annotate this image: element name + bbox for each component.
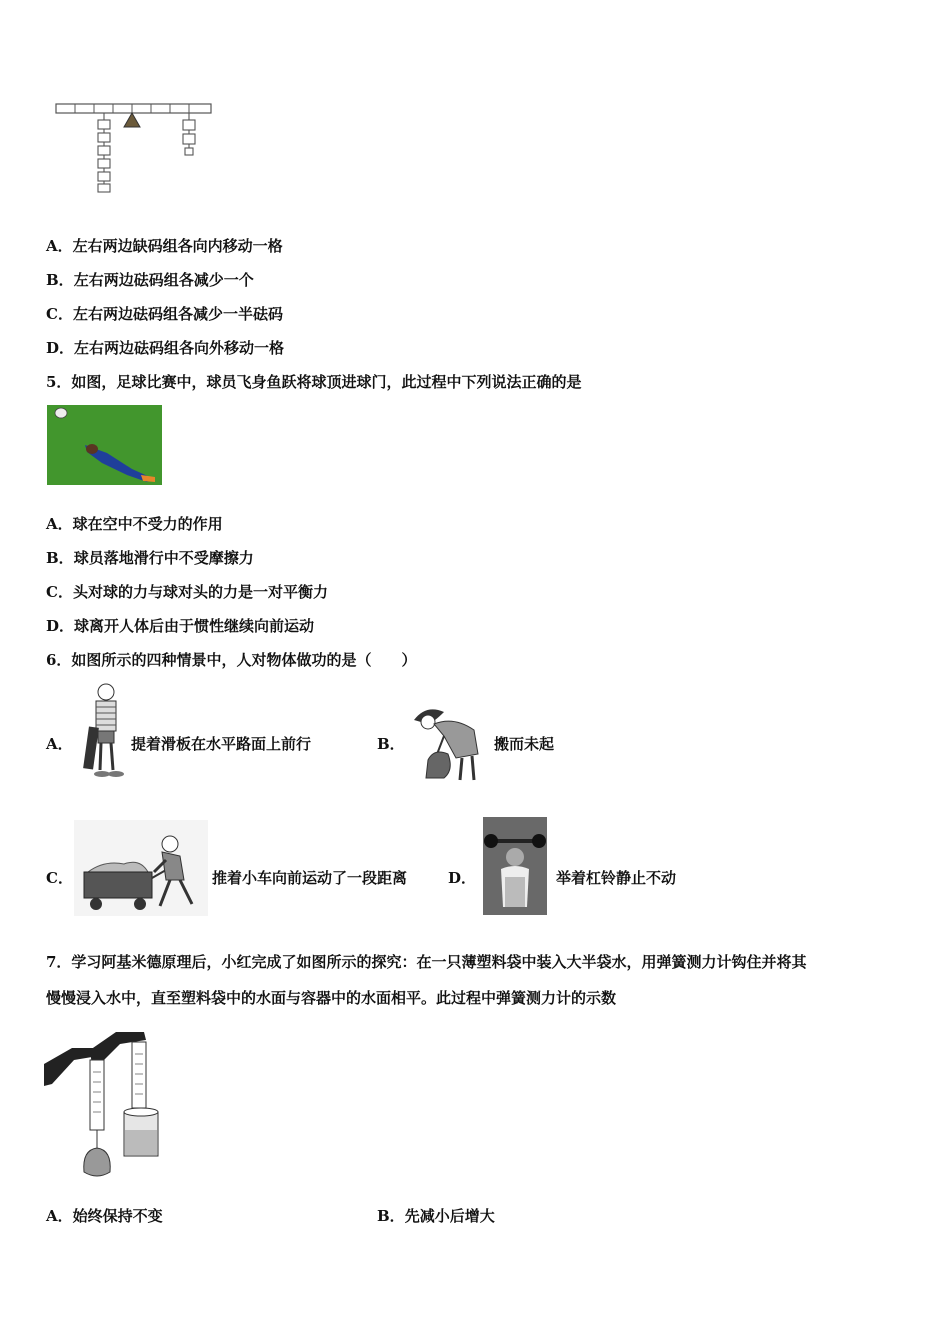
q4-option-c (46, 304, 283, 324)
q7-option-a (46, 1206, 163, 1226)
q6-option-c-letter: C． (46, 869, 73, 887)
q4-option-a (46, 236, 283, 256)
lever-figure (52, 100, 217, 195)
q7-stem-line1: 7．学习阿基米德原理后，小红完成了如图所示的探究：在一只薄塑料袋中装入大半袋水，用弹簧测力计钩住并将其 (46, 953, 807, 971)
option-letter: C． (46, 583, 73, 601)
q7-option-b (377, 1206, 495, 1226)
q4-option-d (46, 338, 284, 358)
q5-option-d (46, 616, 314, 636)
q6-option-a-letter: A． (46, 735, 73, 753)
option-letter: D． (46, 617, 75, 635)
option-text: 球离开人体后由于惯性继续向前运动 (74, 617, 315, 635)
option-text: 始终保持不变 (72, 1207, 163, 1225)
option-text: 先减小后增大 (404, 1207, 495, 1225)
q6-option-b-text: 搬而未起 (494, 735, 555, 753)
weightlifter-photo (483, 817, 547, 915)
option-text: 头对球的力与球对头的力是一对平衡力 (72, 583, 328, 601)
soccer-photo (47, 405, 162, 485)
q6-option-d-letter: D． (448, 869, 477, 887)
spring-scale-experiment-image (44, 1024, 166, 1182)
q5-option-c (46, 582, 328, 602)
option-letter: A． (46, 515, 73, 533)
boy-pushing-cart-image (74, 820, 208, 916)
option-text: 左右两边砝码组各向外移动一格 (74, 339, 285, 357)
q7-stem-line2: 慢慢浸入水中，直至塑料袋中的水面与容器中的水面相平。此过程中弹簧测力计的示数 (46, 989, 617, 1007)
q5-option-a (46, 514, 223, 534)
boy-carrying-skateboard-image (80, 682, 132, 782)
option-text: 球在空中不受力的作用 (72, 515, 223, 533)
option-letter: A． (46, 237, 73, 255)
option-letter: B． (377, 1207, 405, 1225)
q5-option-b (46, 548, 254, 568)
option-text: 左右两边砝码组各减少一个 (73, 271, 254, 289)
option-letter: D． (46, 339, 75, 357)
option-text: 球员落地滑行中不受摩擦力 (73, 549, 254, 567)
q6-option-c-text: 推着小车向前运动了一段距离 (212, 869, 408, 887)
q6-option-a-text: 提着滑板在水平路面上前行 (131, 735, 312, 753)
q5-stem: 5．如图，足球比赛中，球员飞身鱼跃将球顶进球门，此过程中下列说法正确的是 (46, 373, 582, 391)
option-letter: B． (46, 271, 74, 289)
option-text: 左右两边缺码组各向内移动一格 (72, 237, 283, 255)
option-letter: B． (46, 549, 74, 567)
q6-option-b-letter: B． (377, 735, 405, 753)
woman-lifting-bag-image (404, 702, 494, 784)
option-letter: C． (46, 305, 73, 323)
option-text: 左右两边砝码组各减少一半砝码 (72, 305, 283, 323)
option-letter: A． (46, 1207, 73, 1225)
q4-option-b (46, 270, 254, 290)
q6-stem: 6．如图所示的四种情景中，人对物体做功的是（ ） (46, 651, 417, 669)
q6-option-d-text: 举着杠铃静止不动 (556, 869, 677, 887)
